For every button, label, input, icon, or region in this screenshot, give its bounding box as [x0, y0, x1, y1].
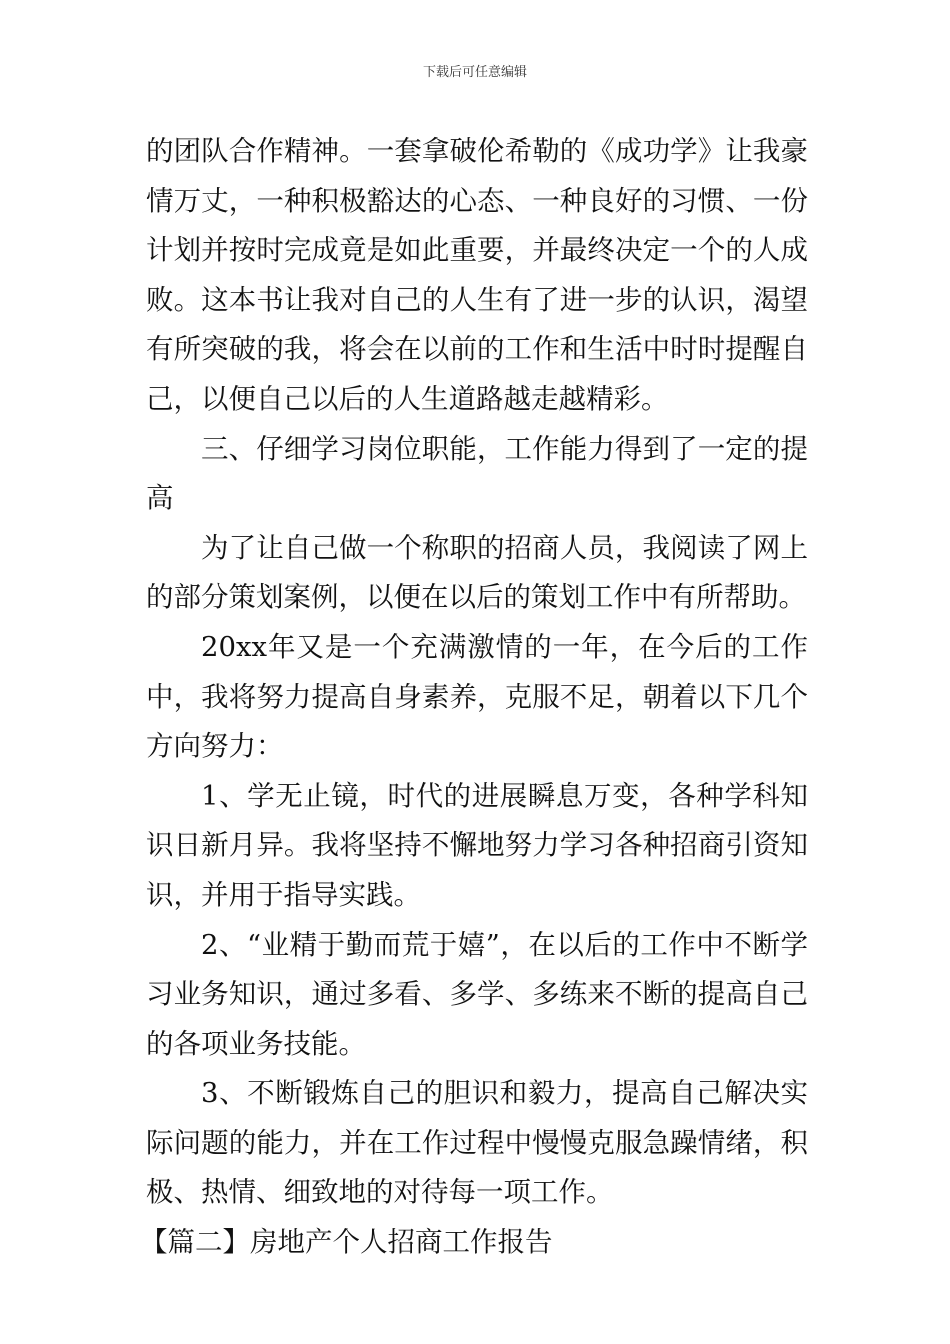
paragraph-point-two: 2、“业精于勤而荒于嬉”，在以后的工作中不断学习业务知识，通过多看、多学、多练来不断的提高自己的各项业务技能。 [146, 928, 808, 1060]
paragraph-new-year-plan: 20xx年又是一个充满激情的一年，在今后的工作中，我将努力提高自身素养，克服不足，朝着以下几个方向努力： [146, 630, 808, 763]
paragraph-continuation: 的团队合作精神。一套拿破伦希勒的《成功学》让我豪情万丈，一种积极豁达的心态、一种良好的习惯、一份计划并按时完成竟是如此重要，并最终决定一个的人成败。这本书让我对自己的人生有了进一步的认识，渴望有所突破的我，将会在以前的工作和生活中时时提醒自己，以便自己以后的人生道路越走越精彩。 [146, 135, 808, 415]
paragraph-point-three: 3、不断锻炼自己的胆识和毅力，提高自己解决实际问题的能力，并在工作过程中慢慢克服急躁情绪，积极、热情、细致地的对待每一项工作。 [146, 1077, 808, 1209]
paragraph-section-three-title: 三、仔细学习岗位职能，工作能力得到了一定的提高 [146, 432, 808, 515]
section-heading: 【篇二】房地产个人招商工作报告 [140, 1226, 553, 1259]
paragraph-recruiter-reading: 为了让自己做一个称职的招商人员，我阅读了网上的部分策划案例，以便在以后的策划工作中有所帮助。 [146, 531, 808, 614]
document-body [140, 127, 808, 1268]
paragraph-point-one: 1、学无止镜，时代的进展瞬息万变，各种学科知识日新月异。我将坚持不懈地努力学习各种招商引资知识，并用于指导实践。 [146, 779, 808, 911]
page-header: 下载后可任意编辑 [422, 65, 527, 80]
